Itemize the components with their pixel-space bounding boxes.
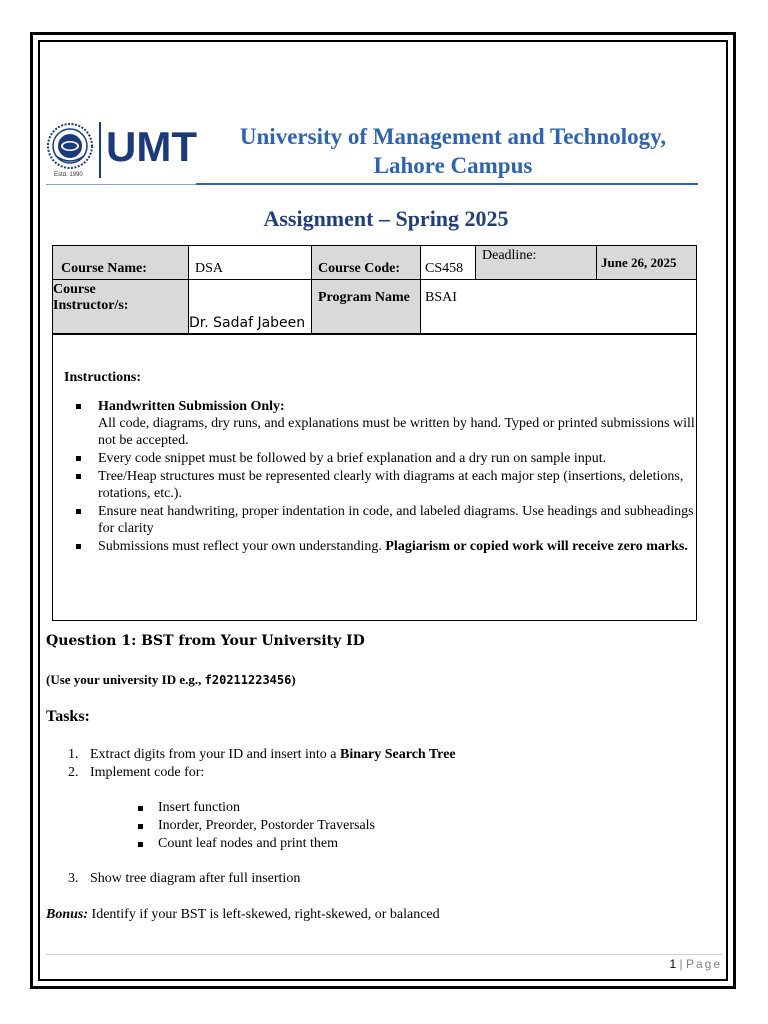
logo-divider — [99, 122, 101, 178]
list-item — [98, 398, 696, 449]
instruction-5-text: Submissions must reflect your own understanding. — [98, 539, 386, 554]
question-sub-code: f20211223456 — [204, 673, 292, 687]
bonus-line — [46, 907, 440, 923]
footer-rule — [46, 954, 722, 955]
list-item: Inorder, Preorder, Postorder Traversals — [136, 817, 375, 835]
course-info-table — [52, 245, 697, 334]
list-item — [98, 450, 696, 467]
page-footer — [669, 957, 722, 971]
task-3-number: 3. — [68, 871, 79, 886]
list-item — [68, 871, 300, 887]
course-name-label: Course Name: — [53, 246, 189, 280]
seal-caption: Estd. 1990 — [54, 172, 83, 178]
course-name-value: DSA — [189, 246, 312, 280]
instruction-1-text: All code, diagrams, dry runs, and explanations must be written by hand. Typed or printed submissions will not be accepted. — [98, 416, 695, 448]
university-title-line2: Lahore Campus — [373, 153, 533, 178]
instructions-box — [52, 334, 697, 621]
instructor-label — [53, 280, 189, 334]
deadline-label: Deadline: — [476, 246, 597, 280]
instruction-2-text: Every code snippet must be followed by a brief explanation and a dry run on sample input. — [98, 451, 607, 466]
task-1-number: 1. — [68, 747, 79, 762]
page-label: Page — [685, 957, 722, 971]
task-list — [68, 746, 456, 782]
task-3-text: Show tree diagram after full insertion — [90, 871, 301, 886]
instruction-5-bold: Plagiarism or copied work will receive zero marks. — [385, 539, 688, 554]
program-value: BSAI — [421, 280, 697, 334]
list-item — [98, 503, 696, 537]
bonus-text: Identify if your BST is left-skewed, right-skewed, or balanced — [88, 907, 440, 922]
task-3 — [68, 871, 300, 887]
instruction-4-text: Ensure neat handwriting, proper indentation in code, and labeled diagrams. Use headings and subheadings for clarity — [98, 504, 694, 536]
task-1-text: Extract digits from your ID and insert into a — [90, 747, 340, 762]
university-seal-icon — [46, 122, 94, 170]
question-title: Question 1: BST from Your University ID — [46, 633, 365, 649]
assignment-title: Assignment – Spring 2025 — [263, 206, 509, 231]
page-number: 1 — [669, 957, 677, 971]
list-item — [68, 746, 456, 764]
tasks-heading: Tasks: — [46, 708, 90, 725]
bonus-label: Bonus: — [46, 907, 89, 922]
instruction-3-text: Tree/Heap structures must be represented clearly with diagrams at each major step (insertions, deletions, rotations, etc.). — [98, 469, 684, 501]
subtask-list — [136, 799, 375, 853]
list-item: Insert function — [136, 799, 375, 817]
university-title-line1: University of Management and Technology, — [239, 124, 667, 149]
instructor-label-text: Course Instructor/s: — [53, 282, 129, 313]
umt-logo — [46, 120, 206, 182]
list-item — [98, 468, 696, 502]
instructor-value: Dr. Sadaf Jabeen — [189, 280, 312, 334]
header-rule — [196, 183, 698, 185]
task-1-bold: Binary Search Tree — [340, 747, 456, 762]
university-title — [210, 122, 696, 180]
instruction-1-bold: Handwritten Submission Only: — [98, 399, 285, 414]
table-row — [53, 280, 697, 334]
task-2-number: 2. — [68, 765, 79, 780]
course-code-value: CS458 — [421, 246, 476, 280]
logo-text: UMT — [106, 123, 197, 170]
list-item: Count leaf nodes and print them — [136, 835, 375, 853]
program-label: Program Name — [312, 280, 421, 334]
deadline-value: June 26, 2025 — [597, 246, 697, 280]
page-separator: | — [676, 957, 686, 971]
instructions-list — [64, 398, 696, 556]
question-sub-prefix: (Use your university ID e.g., — [46, 672, 205, 687]
question-sub-suffix: ) — [291, 672, 296, 687]
question-subtitle — [46, 672, 296, 688]
list-item — [98, 538, 696, 555]
list-item — [68, 764, 456, 782]
table-row — [53, 246, 697, 280]
instructions-title: Instructions: — [64, 370, 142, 385]
course-code-label: Course Code: — [312, 246, 421, 280]
task-2-text: Implement code for: — [90, 765, 205, 780]
